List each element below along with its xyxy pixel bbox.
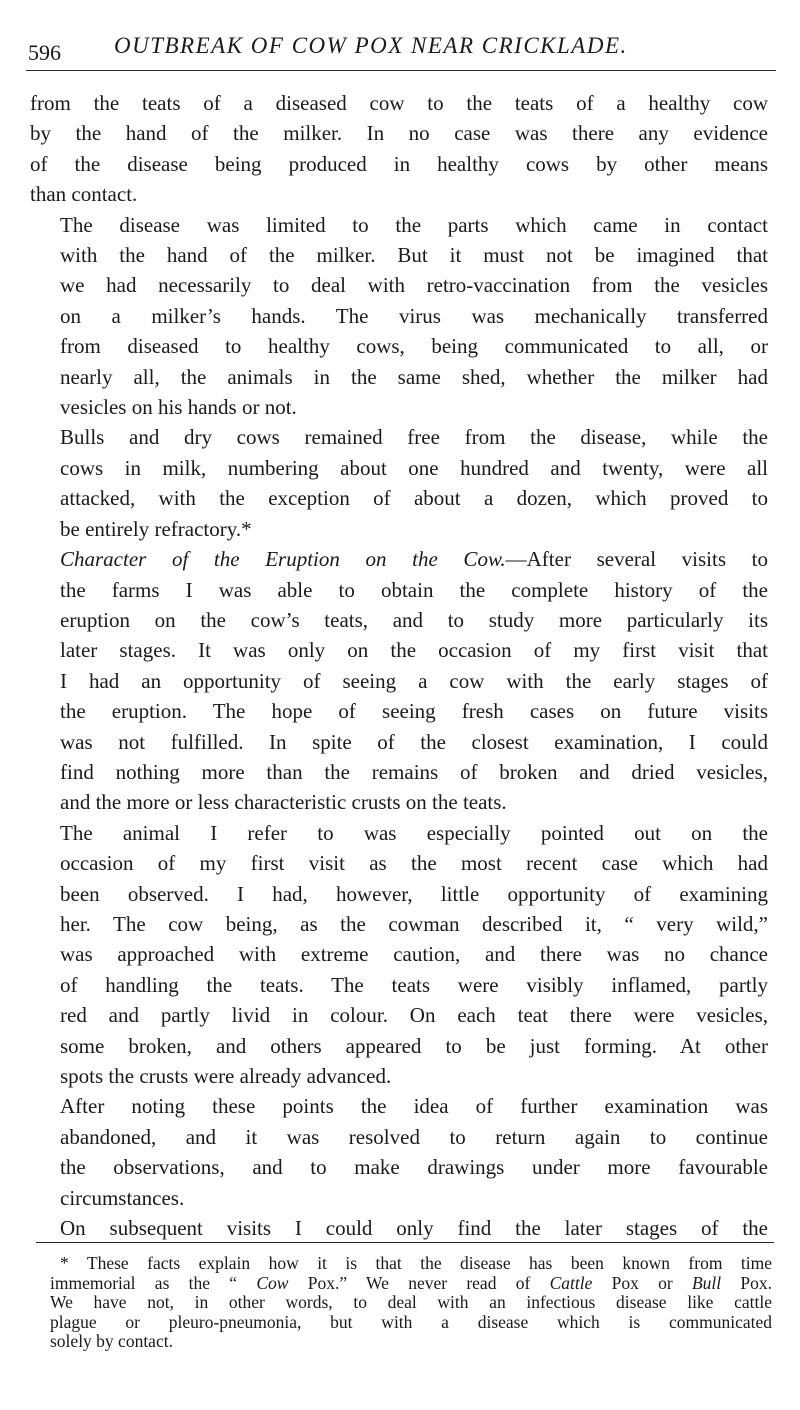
page-header bbox=[26, 30, 776, 71]
paragraph bbox=[30, 88, 768, 210]
text-fragment: Pox. bbox=[721, 1272, 773, 1293]
text-line: Bulls and dry cows remained free from the disease, while the bbox=[60, 425, 768, 450]
text-line: attacked, with the exception of about a dozen, which proved to bbox=[60, 486, 768, 511]
text-line: the farms I was able to obtain the complete history of the bbox=[60, 577, 768, 602]
text-fragment: immemorial as the “ bbox=[50, 1272, 257, 1293]
text-line: spots the crusts were already advanced. bbox=[60, 1064, 392, 1088]
text-line: by the hand of the milker. In no case was there any evidence bbox=[30, 121, 768, 146]
footnote-rule bbox=[36, 1242, 774, 1243]
text-line: The animal I refer to was especially pointed out on the bbox=[60, 820, 768, 845]
text-line: from diseased to healthy cows, being communicated to all, or bbox=[60, 334, 768, 359]
paragraph bbox=[30, 1091, 768, 1213]
paragraph bbox=[30, 818, 768, 1092]
text-fragment: Pox or bbox=[592, 1272, 692, 1293]
text-fragment: Cattle bbox=[549, 1272, 593, 1293]
text-line: was not fulfilled. In spite of the closest examination, I could bbox=[60, 729, 768, 754]
text-line: After noting these points the idea of further examination was bbox=[60, 1094, 768, 1119]
page-number: 596 bbox=[28, 40, 61, 65]
text-line: than contact. bbox=[30, 182, 138, 207]
paragraph bbox=[30, 422, 768, 544]
paragraph bbox=[30, 1213, 768, 1243]
text-line: later stages. It was only on the occasion of my first visit that bbox=[60, 638, 768, 663]
text-line: the eruption. The hope of seeing fresh cases on future visits bbox=[60, 699, 768, 724]
text-line: red and partly livid in colour. On each teat there were vesicles, bbox=[60, 1003, 768, 1028]
text-line: and the more or less characteristic crusts on the teats. bbox=[60, 790, 507, 815]
text-fragment: Cow bbox=[256, 1272, 289, 1293]
text-line: been observed. I had, however, little opportunity of examining bbox=[60, 881, 768, 906]
running-title: OUTBREAK OF COW POX NEAR CRICKLADE. bbox=[114, 33, 628, 58]
text-line: nearly all, the animals in the same shed, whether the milker had bbox=[60, 364, 768, 389]
text-line: was approached with extreme caution, and there was no chance bbox=[60, 942, 768, 967]
footnote bbox=[50, 1254, 772, 1352]
text-line: from the teats of a diseased cow to the teats of a healthy cow bbox=[30, 91, 768, 115]
footnote-line: plague or pleuro-pneumonia, but with a disease which is communicated bbox=[50, 1311, 772, 1332]
text-line: eruption on the cow’s teats, and to study more particularly its bbox=[60, 607, 768, 632]
text-fragment: —After several visits to bbox=[505, 547, 768, 572]
footnote-line: * These facts explain how it is that the disease has been known from time bbox=[60, 1253, 772, 1273]
text-fragment: Bull bbox=[691, 1272, 722, 1293]
footnote-line: solely by contact. bbox=[50, 1331, 173, 1351]
text-line: be entirely refractory.* bbox=[60, 516, 252, 541]
text-line: find nothing more than the remains of broken and dried vesicles, bbox=[60, 759, 768, 784]
text-line: some broken, and others appeared to be just forming. At other bbox=[60, 1033, 768, 1058]
text-line bbox=[30, 544, 768, 574]
paragraph bbox=[30, 544, 768, 818]
text-line: The disease was limited to the parts which came in contact bbox=[60, 212, 768, 237]
text-line: with the hand of the milker. But it must not be imagined that bbox=[60, 243, 768, 268]
footnote-line bbox=[50, 1274, 772, 1294]
text-line: we had necessarily to deal with retro-vaccination from the vesicles bbox=[60, 273, 768, 298]
text-line: of the disease being produced in healthy cows by other means bbox=[30, 151, 768, 176]
footnote-line: We have not, in other words, to deal with an infectious disease like cattle bbox=[50, 1292, 772, 1312]
text-line: vesicles on his hands or not. bbox=[60, 395, 297, 420]
text-line: circumstances. bbox=[60, 1185, 185, 1210]
section-heading: Character of the Eruption on the Cow. bbox=[60, 547, 506, 572]
text-line: the observations, and to make drawings under more favourable bbox=[60, 1155, 768, 1180]
text-line: abandoned, and it was resolved to return again to continue bbox=[60, 1124, 768, 1149]
text-fragment: Pox.” We never read of bbox=[288, 1272, 550, 1293]
text-line: on a milker’s hands. The virus was mechanically transferred bbox=[60, 303, 768, 328]
text-line: of handling the teats. The teats were visibly inflamed, partly bbox=[60, 972, 768, 997]
text-line: On subsequent visits I could only find the later stages of the bbox=[60, 1216, 768, 1241]
text-line: I had an opportunity of seeing a cow with the early stages of bbox=[60, 668, 768, 693]
body-text bbox=[30, 88, 768, 1243]
text-line: cows in milk, numbering about one hundred and twenty, were all bbox=[60, 455, 768, 480]
text-line: her. The cow being, as the cowman described it, “ very wild,” bbox=[60, 911, 768, 936]
paragraph bbox=[30, 210, 768, 423]
text-line: occasion of my first visit as the most recent case which had bbox=[60, 851, 768, 876]
